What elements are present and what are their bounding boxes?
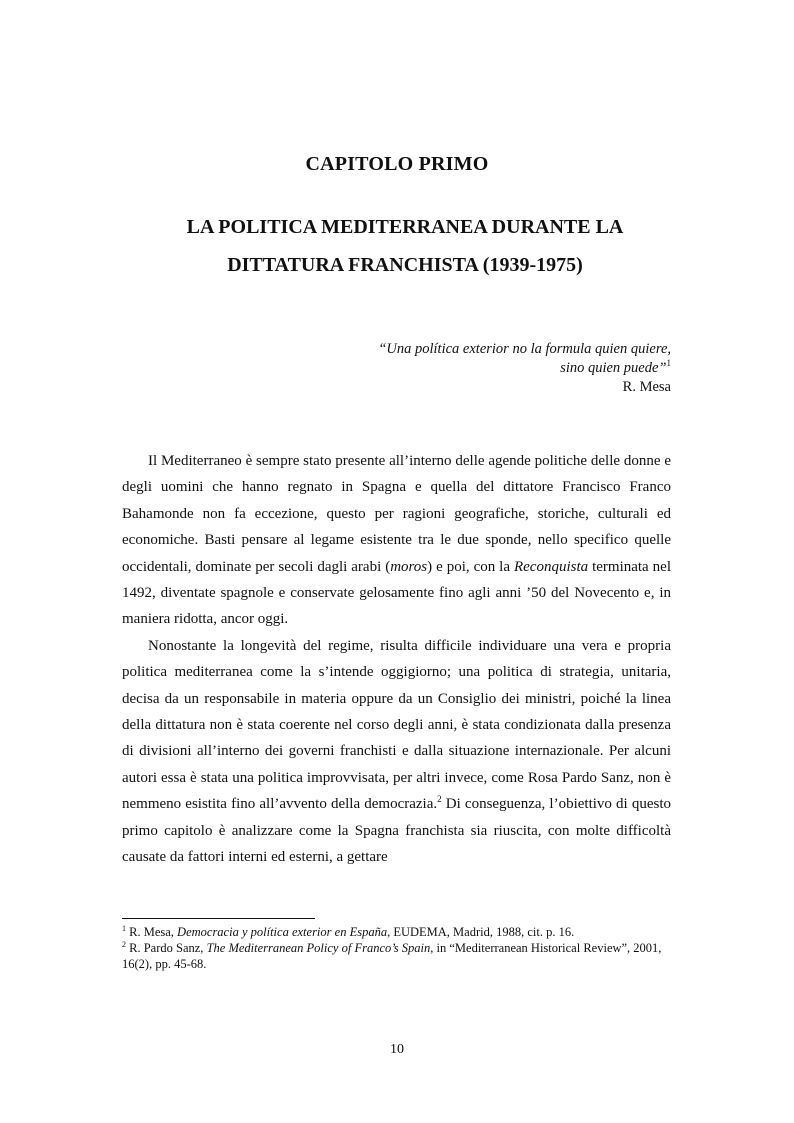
footnote-1 [122,924,671,940]
paragraph-1-italic-reconquista: Reconquista [513,558,589,575]
footnote-1-marker: 1 [122,923,126,933]
epigraph-quote-line-2: sino quien puede” [560,360,667,376]
footnote-2-details: , in “Mediterranean Historical Review”, 2001, 16(2), pp. 45-68. [122,941,662,971]
paragraph-2-text-b: Di conseguenza, l’obiettivo di questo primo capitolo è analizzare come la Spagna franchista sia riuscita, con molte difficoltà causate da fattori interni ed esterni, a gettare [122,796,672,866]
paragraph-2-text-a: Nonostante la longevità del regime, risulta difficile individuare una vera e propria politica mediterranea come la s’intende oggigiorno; una politica di strategia, unitaria, decisa da un responsabile in materia oppure da un Consiglio dei ministri, poiché la linea della dittatura non è stata coerente nel corso degli anni, è stata condizionata dalla presenza di divisioni all’interno dei governi franchisti e dalla situazione internazionale. Per alcuni autori essa è stata una politica improvvisata, per altri invece, come Rosa Pardo Sanz, non è nemmeno esistita fino all’avvento della democrazia. [122,637,671,813]
paragraph-1-text-c: terminata nel 1492, diventate spagnole e conservate gelosamente fino agli anni ’50 del Novecento e, in maniera ridotta, ancor oggi. [122,558,671,628]
footnote-1-details: , EUDEMA, Madrid, 1988, cit. p. 16. [387,925,575,939]
footnote-2-marker: 2 [122,939,126,949]
epigraph-quote-line-2-wrap [251,359,671,378]
footnote-ref-1[interactable]: 1 [666,358,671,369]
footnote-1-title: Democracia y política exterior en España [177,925,388,939]
footnote-2-title: The Mediterranean Policy of Franco’s Spain [206,941,431,955]
footnote-2-author: R. Pardo Sanz, [126,941,207,955]
footnote-1-author: R. Mesa, [126,925,178,939]
epigraph [251,340,671,397]
footnote-2 [122,940,671,972]
paragraph-1-text-a: Il Mediterraneo è sempre stato presente all’interno delle agende politiche delle donne e degli uomini che hanno regnato in Spagna e quella del dittatore Francisco Franco Bahamonde non fa eccezione, questo per ragioni geografiche, storiche, culturali ed economiche. Basti pensare al legame esistente tra le due sponde, nello specifico quelle occidentali, dominate per secoli dagli arabi ( [122,453,671,575]
chapter-label: CAPITOLO PRIMO [305,153,489,175]
chapter-title [130,208,680,284]
page-number: 10 [390,1042,404,1057]
paragraph-1-italic-moros: moros [390,558,428,575]
chapter-title-line-1: LA POLITICA MEDITERRANEA DURANTE LA [186,216,624,238]
epigraph-quote-line-1: “Una política exterior no la formula quien quiere, [378,341,671,357]
footnote-separator [122,918,315,919]
epigraph-author: R. Mesa [622,379,671,395]
chapter-title-line-2: DITTATURA FRANCHISTA (1939-1975) [227,254,583,276]
footnotes [122,924,671,972]
paragraph-1 [122,448,671,633]
footnote-ref-2[interactable]: 2 [437,794,442,805]
paragraph-1-text-b: ) e poi, con la [427,558,514,575]
body-text [122,448,671,871]
paragraph-2 [122,633,671,871]
